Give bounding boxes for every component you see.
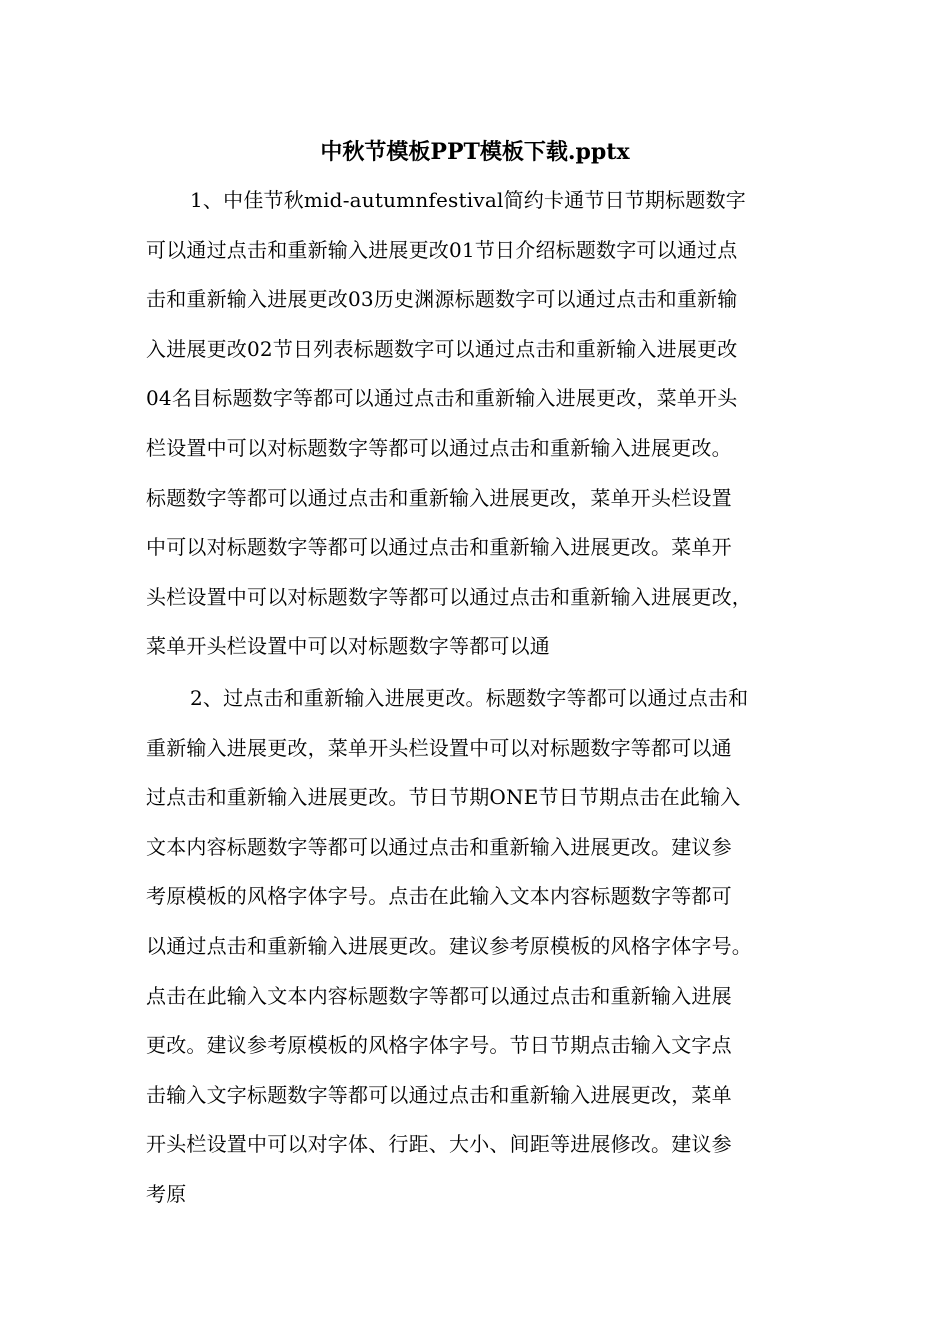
paragraph-line: 击和重新输入进展更改03历史渊源标题数字可以通过点击和重新输	[146, 287, 738, 312]
paragraph-line: 以通过点击和重新输入进展更改。建议参考原模板的风格字体字号。	[146, 933, 752, 958]
paragraph-line: 更改。建议参考原模板的风格字体字号。节日节期点击输入文字点	[146, 1033, 732, 1058]
paragraph-line: 菜单开头栏设置中可以对标题数字等都可以通	[146, 634, 550, 659]
paragraph-line: 2、过点击和重新输入进展更改。标题数字等都可以通过点击和	[190, 686, 749, 710]
paragraph-line: 点击在此输入文本内容标题数字等都可以通过点击和重新输入进展	[146, 983, 732, 1008]
document-title: 中秋节模板PPT模板下载.pptx	[320, 139, 630, 165]
paragraph-line: 考原模板的风格字体字号。点击在此输入文本内容标题数字等都可	[146, 884, 732, 909]
paragraph-line: 1、中佳节秋mid-autumnfestival简约卡通节日节期标题数字	[190, 188, 746, 212]
paragraph-line: 考原	[146, 1181, 187, 1206]
paragraph-line: 04名目标题数字等都可以通过点击和重新输入进展更改，菜单开头	[146, 386, 738, 411]
paragraph-1	[146, 176, 808, 672]
paragraph-line: 栏设置中可以对标题数字等都可以通过点击和重新输入进展更改。	[146, 435, 732, 460]
paragraph-line: 可以通过点击和重新输入进展更改01节日介绍标题数字可以通过点	[146, 237, 738, 262]
paragraph-line: 过点击和重新输入进展更改。节日节期ONE节日节期点击在此输入	[146, 785, 741, 810]
paragraph-line: 入进展更改02节日列表标题数字可以通过点击和重新输入进展更改	[146, 336, 738, 361]
paragraph-line: 文本内容标题数字等都可以通过点击和重新输入进展更改。建议参	[146, 834, 732, 859]
paragraph-line: 头栏设置中可以对标题数字等都可以通过点击和重新输入进展更改，	[146, 584, 752, 609]
paragraph-line: 开头栏设置中可以对字体、行距、大小、间距等进展修改。建议参	[146, 1132, 732, 1157]
paragraph-line: 击输入文字标题数字等都可以通过点击和重新输入进展更改，菜单	[146, 1082, 732, 1107]
paragraph-line: 重新输入进展更改，菜单开头栏设置中可以对标题数字等都可以通	[146, 735, 732, 760]
paragraph-line: 标题数字等都可以通过点击和重新输入进展更改，菜单开头栏设置	[146, 485, 732, 510]
paragraph-line: 中可以对标题数字等都可以通过点击和重新输入进展更改。菜单开	[146, 535, 732, 560]
paragraph-2	[146, 674, 808, 1220]
